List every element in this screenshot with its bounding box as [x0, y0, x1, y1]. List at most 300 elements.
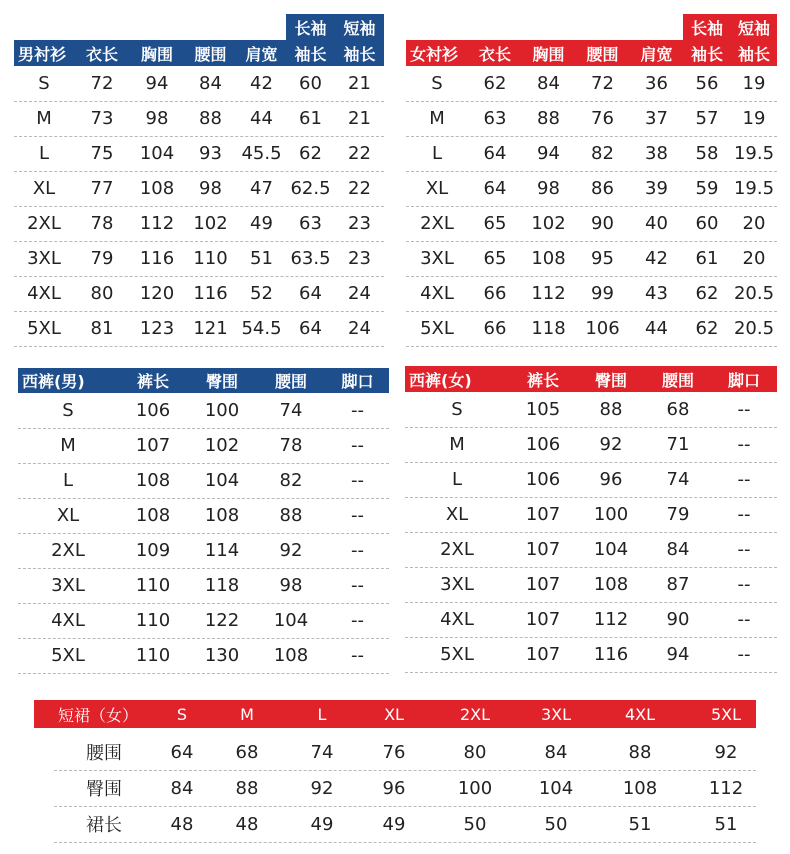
table-cell: 61: [299, 108, 322, 129]
table-cell: 110: [135, 645, 171, 666]
row-label: 5XL: [440, 644, 474, 665]
table-cell: 112: [531, 283, 566, 304]
table-cell: 21: [348, 108, 371, 129]
table-row: [405, 427, 777, 463]
table-cell: 102: [193, 213, 228, 234]
table-cell: 108: [622, 777, 658, 799]
table-cell: 59: [695, 178, 719, 199]
womens-shirt-short-sleeve-top-header: 短袖: [731, 14, 777, 40]
table-row: [406, 206, 777, 242]
table-cell: 116: [193, 283, 228, 304]
table-cell: 72: [591, 73, 614, 94]
table-cell: 50: [544, 813, 568, 835]
table-row: [405, 602, 777, 638]
table-row: [406, 136, 777, 172]
table-cell: 107: [525, 574, 561, 595]
table-row: [405, 637, 777, 673]
row-label: L: [62, 470, 74, 491]
table-cell: 108: [135, 470, 171, 491]
mens-pants-header-hem: 脚口: [341, 372, 374, 391]
mens-pants-header-waist: 腰围: [274, 372, 307, 391]
skirt-header-s: S: [176, 704, 188, 724]
table-cell: 56: [695, 73, 719, 94]
table-cell: --: [351, 610, 364, 631]
table-cell: 63.5: [290, 248, 331, 269]
mens-shirt-header-chest: 胸围: [140, 44, 173, 64]
mens-shirt-header-length: 衣长: [85, 44, 118, 64]
row-label: 4XL: [420, 283, 454, 304]
row-label: XL: [32, 178, 56, 199]
mens-shirt-table: [14, 18, 384, 345]
skirt-header-l: L: [317, 704, 327, 724]
table-cell: 99: [591, 283, 614, 304]
row-label: M: [449, 434, 465, 455]
table-cell: 107: [525, 504, 561, 525]
row-label: 4XL: [27, 283, 61, 304]
table-cell: 54.5: [241, 318, 282, 339]
table-row: [18, 428, 389, 464]
table-cell: 106: [135, 400, 171, 421]
table-cell: 105: [525, 399, 561, 420]
table-cell: 24: [348, 318, 371, 339]
table-cell: --: [351, 435, 364, 456]
row-label: S: [431, 73, 443, 94]
mens-shirt-short-sleeve-top-header: 短袖: [335, 14, 384, 40]
row-label: 裙长: [86, 815, 122, 836]
table-cell: 19.5: [733, 178, 775, 199]
mens-pants-table: [18, 368, 389, 670]
table-cell: 108: [139, 178, 175, 199]
table-row: [406, 66, 777, 102]
table-cell: 50: [463, 813, 487, 835]
table-cell: 42: [645, 248, 668, 269]
table-cell: 116: [593, 644, 629, 665]
table-cell: 24: [348, 283, 371, 304]
table-cell: 106: [585, 318, 620, 339]
table-row: [405, 532, 777, 568]
table-row: [406, 171, 777, 207]
table-cell: 68: [666, 399, 690, 420]
table-cell: 76: [591, 108, 614, 129]
mens-shirt-header-short-sleeve: 袖长: [343, 44, 376, 64]
table-cell: 20: [742, 213, 766, 234]
table-cell: 68: [235, 741, 259, 763]
table-cell: 40: [645, 213, 668, 234]
table-cell: 84: [199, 73, 222, 94]
table-cell: 66: [483, 283, 507, 304]
skirt-header-2xl: 2XL: [459, 704, 491, 724]
table-cell: 47: [250, 178, 273, 199]
table-cell: 38: [645, 143, 668, 164]
table-cell: 62: [695, 318, 719, 339]
table-cell: 102: [531, 213, 566, 234]
table-cell: 23: [348, 248, 371, 269]
mens-pants-header-length: 裤长: [136, 372, 169, 391]
table-cell: 123: [139, 318, 175, 339]
table-cell: --: [351, 470, 364, 491]
womens-shirt-header-waist: 腰围: [586, 44, 619, 64]
womens-shirt-header-length: 衣长: [478, 44, 511, 64]
table-cell: 108: [273, 645, 309, 666]
table-cell: 92: [714, 741, 738, 763]
table-cell: 84: [537, 73, 560, 94]
table-cell: 110: [193, 248, 228, 269]
table-row: [18, 533, 389, 569]
table-cell: 20.5: [733, 283, 775, 304]
womens-pants-header-hip: 臀围: [594, 370, 627, 390]
table-row: [54, 770, 756, 807]
table-cell: 72: [90, 73, 114, 94]
table-cell: 51: [250, 248, 273, 269]
mens-shirt-header-shoulder: 肩宽: [245, 44, 278, 64]
table-cell: 92: [599, 434, 623, 455]
table-cell: 60: [695, 213, 719, 234]
table-cell: 63: [299, 213, 322, 234]
table-cell: 58: [695, 143, 719, 164]
table-cell: 84: [544, 741, 568, 763]
table-cell: 42: [250, 73, 273, 94]
table-cell: 64: [299, 318, 322, 339]
table-cell: --: [737, 434, 751, 455]
table-row: [405, 567, 777, 603]
table-cell: 106: [525, 469, 561, 490]
row-label: XL: [56, 505, 80, 526]
table-cell: 36: [645, 73, 668, 94]
table-cell: 108: [531, 248, 566, 269]
table-row: [18, 498, 389, 534]
table-cell: 23: [348, 213, 371, 234]
womens-shirt-table: [406, 18, 777, 345]
table-cell: 87: [666, 574, 690, 595]
table-row: [14, 241, 384, 277]
table-cell: 109: [135, 540, 171, 561]
table-cell: 37: [645, 108, 668, 129]
table-row: [14, 171, 384, 207]
table-cell: 104: [538, 777, 574, 799]
table-cell: --: [351, 645, 364, 666]
table-cell: --: [737, 399, 751, 420]
table-cell: 92: [279, 540, 303, 561]
table-cell: 112: [139, 213, 175, 234]
table-cell: --: [737, 539, 751, 560]
table-cell: 52: [250, 283, 273, 304]
table-cell: 92: [310, 777, 334, 799]
table-cell: 84: [666, 539, 690, 560]
table-cell: 71: [666, 434, 690, 455]
row-label: 3XL: [27, 248, 61, 269]
womens-shirt-header-long-sleeve: 袖长: [690, 44, 723, 64]
table-row: [14, 101, 384, 137]
table-cell: 116: [139, 248, 175, 269]
table-cell: 81: [90, 318, 114, 339]
row-label: 2XL: [27, 213, 61, 234]
table-cell: 80: [90, 283, 114, 304]
womens-shirt-header-short-sleeve: 袖长: [737, 44, 770, 64]
table-cell: 75: [90, 143, 114, 164]
row-label: S: [62, 400, 74, 421]
womens-pants-header-hem: 脚口: [727, 370, 760, 390]
table-cell: 84: [170, 777, 194, 799]
table-cell: 104: [273, 610, 309, 631]
table-cell: 88: [599, 399, 623, 420]
table-cell: 82: [591, 143, 614, 164]
table-cell: 64: [483, 143, 507, 164]
table-cell: 107: [525, 539, 561, 560]
table-cell: 108: [593, 574, 629, 595]
table-cell: 88: [279, 505, 303, 526]
table-row: [18, 603, 389, 639]
table-cell: --: [737, 609, 751, 630]
table-cell: 74: [279, 400, 303, 421]
row-label: L: [431, 143, 443, 164]
table-row: [405, 462, 777, 498]
table-cell: 94: [145, 73, 169, 94]
row-label: S: [451, 399, 463, 420]
table-cell: 51: [714, 813, 738, 835]
table-cell: --: [737, 504, 751, 525]
table-cell: 88: [628, 741, 652, 763]
table-row: [14, 136, 384, 172]
table-cell: 121: [193, 318, 228, 339]
table-cell: 112: [593, 609, 629, 630]
table-cell: 20.5: [733, 318, 775, 339]
table-cell: --: [737, 469, 751, 490]
skirt-header-5xl: 5XL: [710, 704, 742, 724]
womens-shirt-long-sleeve-top-header: 长袖: [683, 14, 731, 40]
womens-pants-table: [405, 366, 777, 670]
table-row: [406, 101, 777, 137]
table-row: [14, 206, 384, 242]
table-cell: --: [737, 574, 751, 595]
row-label: L: [38, 143, 50, 164]
table-cell: 62.5: [290, 178, 331, 199]
row-label: 5XL: [27, 318, 61, 339]
table-cell: 118: [531, 318, 566, 339]
row-label: 2XL: [51, 540, 85, 561]
row-label: XL: [445, 504, 469, 525]
table-cell: 78: [279, 435, 303, 456]
womens-shirt-header-shoulder: 肩宽: [640, 44, 673, 64]
womens-shirt-header-chest: 胸围: [532, 44, 565, 64]
table-cell: 110: [135, 610, 171, 631]
table-cell: 106: [525, 434, 561, 455]
table-cell: 49: [250, 213, 273, 234]
table-cell: 98: [537, 178, 560, 199]
skirt-header-m: M: [240, 704, 254, 724]
table-cell: 88: [235, 777, 259, 799]
row-label: 5XL: [420, 318, 454, 339]
table-cell: 19: [742, 73, 766, 94]
row-label: 3XL: [51, 575, 85, 596]
table-cell: 51: [628, 813, 652, 835]
mens-pants-header-hip: 臀围: [205, 372, 238, 391]
womens-shirt-header-title: 女衬衫: [410, 44, 459, 64]
table-cell: 80: [463, 741, 487, 763]
table-cell: 60: [299, 73, 322, 94]
table-row: [405, 497, 777, 533]
table-cell: 107: [525, 644, 561, 665]
row-label: 4XL: [440, 609, 474, 630]
table-cell: 21: [348, 73, 371, 94]
table-row: [406, 311, 777, 347]
table-cell: 19.5: [733, 143, 775, 164]
table-row: [14, 311, 384, 347]
table-cell: 79: [90, 248, 114, 269]
table-cell: 100: [593, 504, 629, 525]
table-cell: 98: [199, 178, 222, 199]
womens-pants-header-waist: 腰围: [661, 370, 694, 390]
skirt-header-3xl: 3XL: [540, 704, 572, 724]
table-cell: 62: [483, 73, 507, 94]
table-cell: 90: [591, 213, 614, 234]
table-cell: 100: [457, 777, 493, 799]
table-cell: 104: [593, 539, 629, 560]
row-label: L: [451, 469, 463, 490]
table-cell: 130: [204, 645, 240, 666]
table-cell: 77: [90, 178, 114, 199]
table-row: [54, 734, 756, 771]
table-cell: 49: [382, 813, 406, 835]
table-cell: 112: [708, 777, 744, 799]
table-cell: 108: [204, 505, 240, 526]
mens-shirt-header-title: 男衬衫: [18, 44, 67, 64]
womens-shirt-header: [406, 40, 777, 66]
table-cell: 22: [348, 143, 371, 164]
table-cell: 95: [591, 248, 614, 269]
table-cell: 61: [695, 248, 719, 269]
table-cell: 110: [135, 575, 171, 596]
table-row: [14, 66, 384, 102]
table-cell: 88: [199, 108, 222, 129]
table-cell: 22: [348, 178, 371, 199]
table-cell: 79: [666, 504, 690, 525]
table-cell: 48: [235, 813, 259, 835]
table-cell: 96: [599, 469, 623, 490]
table-cell: 107: [135, 435, 171, 456]
row-label: XL: [425, 178, 449, 199]
table-cell: --: [737, 644, 751, 665]
table-row: [18, 463, 389, 499]
mens-shirt-header-long-sleeve: 袖长: [294, 44, 327, 64]
table-cell: 57: [695, 108, 719, 129]
table-cell: 39: [645, 178, 668, 199]
mens-shirt-header-waist: 腰围: [194, 44, 227, 64]
row-label: 3XL: [440, 574, 474, 595]
table-cell: 102: [204, 435, 240, 456]
table-cell: 90: [666, 609, 690, 630]
table-cell: 98: [145, 108, 169, 129]
row-label: S: [38, 73, 50, 94]
table-row: [54, 806, 756, 843]
table-cell: 74: [310, 741, 334, 763]
table-cell: 74: [666, 469, 690, 490]
table-cell: 76: [382, 741, 406, 763]
row-label: 5XL: [51, 645, 85, 666]
table-cell: 82: [279, 470, 303, 491]
mens-shirt-long-sleeve-top-header: 长袖: [286, 14, 335, 40]
table-cell: 62: [299, 143, 322, 164]
table-row: [18, 638, 389, 674]
row-label: M: [429, 108, 445, 129]
table-cell: 94: [666, 644, 690, 665]
table-cell: 122: [204, 610, 240, 631]
table-cell: 63: [483, 108, 507, 129]
table-cell: --: [351, 540, 364, 561]
table-cell: 44: [250, 108, 273, 129]
womens-pants-header-length: 裤长: [526, 370, 559, 390]
table-cell: --: [351, 575, 364, 596]
table-cell: 114: [204, 540, 240, 561]
table-cell: 62: [695, 283, 719, 304]
table-cell: 96: [382, 777, 406, 799]
table-cell: 48: [170, 813, 194, 835]
skirt-header-xl: XL: [384, 704, 404, 724]
table-row: [14, 276, 384, 312]
table-row: [18, 393, 389, 429]
skirt-header-4xl: 4XL: [624, 704, 656, 724]
table-cell: 88: [537, 108, 560, 129]
table-cell: --: [351, 400, 364, 421]
table-cell: --: [351, 505, 364, 526]
table-cell: 98: [279, 575, 303, 596]
table-cell: 49: [310, 813, 334, 835]
womens-pants-header-title: 西裤(女): [409, 370, 472, 390]
table-cell: 45.5: [241, 143, 282, 164]
skirt-header: [34, 700, 756, 728]
mens-shirt-header: [14, 40, 384, 66]
row-label: M: [36, 108, 52, 129]
table-cell: 86: [591, 178, 614, 199]
row-label: M: [60, 435, 76, 456]
row-label: 2XL: [420, 213, 454, 234]
table-row: [18, 568, 389, 604]
table-cell: 20: [742, 248, 766, 269]
table-cell: 65: [483, 213, 507, 234]
table-cell: 94: [537, 143, 560, 164]
table-cell: 78: [90, 213, 114, 234]
row-label: 臀围: [86, 779, 122, 800]
mens-pants-header-title: 西裤(男): [22, 372, 85, 391]
table-cell: 120: [139, 283, 175, 304]
table-cell: 93: [199, 143, 222, 164]
table-cell: 64: [483, 178, 507, 199]
table-cell: 43: [645, 283, 668, 304]
mens-pants-header: [18, 368, 389, 393]
table-cell: 19: [742, 108, 766, 129]
table-row: [405, 392, 777, 428]
womens-pants-header: [405, 366, 777, 392]
table-cell: 107: [525, 609, 561, 630]
table-cell: 104: [139, 143, 175, 164]
skirt-header-title: 短裙（女）: [58, 705, 139, 725]
row-label: 3XL: [420, 248, 454, 269]
table-cell: 104: [204, 470, 240, 491]
row-label: 4XL: [51, 610, 85, 631]
table-cell: 66: [483, 318, 507, 339]
table-cell: 118: [204, 575, 240, 596]
row-label: 2XL: [440, 539, 474, 560]
table-cell: 108: [135, 505, 171, 526]
table-cell: 100: [204, 400, 240, 421]
table-cell: 73: [90, 108, 114, 129]
table-cell: 64: [170, 741, 194, 763]
table-cell: 44: [645, 318, 668, 339]
skirt-table: [34, 700, 756, 840]
table-row: [406, 276, 777, 312]
table-cell: 64: [299, 283, 322, 304]
table-cell: 65: [483, 248, 507, 269]
table-row: [406, 241, 777, 277]
